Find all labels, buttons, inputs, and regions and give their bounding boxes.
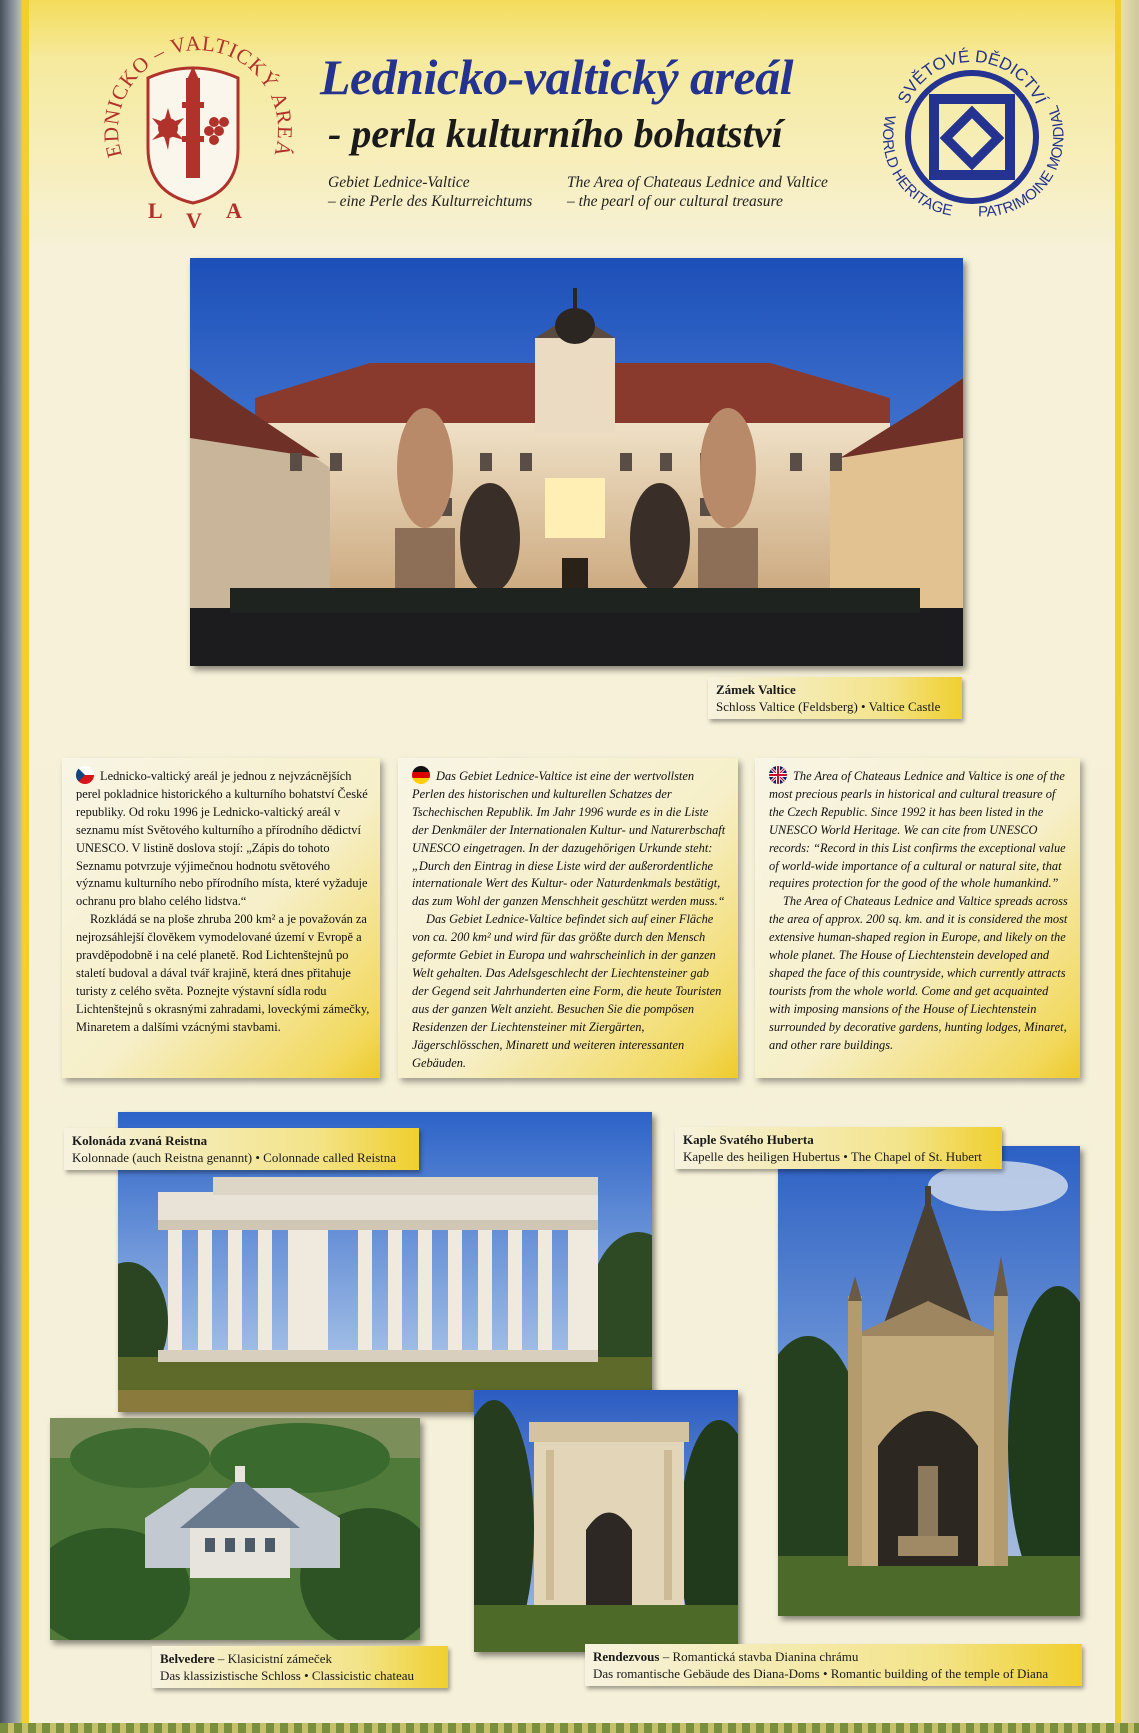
lva-arc-text: EDNICKO – VALTICKÝ AREÁ: [98, 30, 298, 161]
lva-letter-v: V: [186, 208, 202, 228]
belvedere-photo: [50, 1418, 420, 1640]
unesco-left-text: WORLD HERITAGE: [878, 113, 954, 220]
rendezvous-photo: [474, 1390, 738, 1652]
german-flag-icon: [412, 766, 430, 784]
lva-letter-a: A: [226, 198, 242, 223]
reistna-caption: [64, 1128, 419, 1170]
text-english-p1-content: The Area of Chateaus Lednice and Valtice is one of the most precious pearls in historical and cultural treasure of the Czech Republic. Since 1992 it has been listed in the UNESCO World Heritage. We can cite from UNESCO records: “Record in this List confirms the exceptional value of world-wide importance of a cultural or natural site, that requires protection for the good of the whole humankind.”: [769, 769, 1066, 891]
belvedere-caption-name: Belvedere: [160, 1651, 215, 1666]
valtice-caption: [708, 677, 962, 719]
belvedere-caption-title-rest: – Klasicistní zámeček: [214, 1651, 332, 1666]
subtitle-english-line1: The Area of Chateaus Lednice and Valtice: [567, 174, 828, 191]
unesco-top-text: SVĚTOVÉ DĚDICTVÍ: [893, 46, 1051, 107]
text-czech: [62, 758, 380, 1078]
right-post: [1121, 0, 1139, 1733]
subtitle-german-line1: Gebiet Lednice-Valtice: [328, 174, 470, 191]
subtitle-english-line2: – the pearl of our cultural treasure: [567, 193, 783, 210]
svg-text:PATRIMOINE MONDIAL: [978, 103, 1068, 220]
reistna-caption-title: Kolonáda zvaná Reistna: [72, 1133, 208, 1148]
lva-logo: [88, 18, 298, 228]
hubert-caption-title: Kaple Svatého Huberta: [683, 1132, 814, 1147]
rendezvous-caption-title-rest: – Romantická stavba Dianina chrámu: [659, 1649, 859, 1664]
reistna-caption-subtitle: Kolonnade (auch Reistna genannt) • Colonnade called Reistna: [72, 1150, 397, 1165]
subtitle-german-line2: – eine Perle des Kulturreichtums: [328, 193, 533, 210]
unesco-world-heritage-logo: [872, 32, 1072, 232]
belvedere-caption: [152, 1646, 448, 1688]
text-german: [398, 758, 738, 1078]
page-title: Lednicko-valtický areál: [320, 49, 794, 105]
text-german-p1-content: Das Gebiet Lednice-Valtice ist eine der wertvollsten Perlen des historischen und kulturellen Schatzes der Tschechischen Republik. Im Jahr 1996 wurde es in die Liste der Denkmäler der Internationalen Kultur- und Naturerbschaft UNESCO eingetragen. In der dazugehörigen Urkunde steht: „Durch den Eintrag in diese Liste wird der außerordentliche internationale Wert des Kultur- oder Naturdenkmals bestätigt, das zum Wohl der ganzen Menschheit geschützt werden muss.“: [412, 769, 726, 909]
text-czech-p1: [76, 766, 370, 911]
rendezvous-caption: [585, 1644, 1082, 1686]
text-czech-p1-content: Lednicko-valtický areál je jednou z nejvzácnějších perel pokladnice historického a kulturního bohatství České republiky. Od roku 1996 je Lednicko-valtický areál v seznamu míst Světového kulturního a přírodního dědictví UNESCO. V listině doslova stojí: „Zápis do tohoto Seznamu potvrzuje výjimečnou hodnotu světového významu kulturního nebo přírodního místa, které vyžaduje ochranu pro blaho celého lidstva.“: [76, 769, 368, 909]
czech-flag-icon: [76, 766, 94, 784]
valtice-castle-photo: [190, 258, 963, 666]
page-subtitle: - perla kulturního bohatství: [328, 111, 783, 156]
unesco-right-text: PATRIMOINE MONDIAL: [977, 102, 1068, 221]
lva-letter-l: L: [148, 198, 163, 223]
hubert-chapel-photo: [778, 1146, 1080, 1616]
text-german-p2: Das Gebiet Lednice-Valtice befindet sich auf einer Fläche von ca. 200 km² und wird für das größte durch den Mensch geformte Gebiet in Europa und wahrscheinlich in der ganzen Welt gehalten. Das Adelsgeschlecht der Liechtensteiner gab der Gegend seit Jahrhunderten eine Form, die heute Touristen aus der ganzen Welt anzieht. Besuchen Sie die pompösen Residenzen der Liechtensteiner mit Ziergärten, Jägerschlösschen, Minarett und weiteren interessanten Gebäuden.: [412, 912, 722, 1070]
rendezvous-caption-subtitle: Das romantische Gebäude des Diana-Doms • Romantic building of the temple of Diana: [593, 1666, 1049, 1681]
belvedere-caption-subtitle: Das klassizistische Schloss • Classicistic chateau: [160, 1668, 415, 1683]
text-english-p2: The Area of Chateaus Lednice and Valtice spreads across the area of approx. 200 sq. km. and it is considered the most extensive human-shaped region in Europe, and likely on the whole planet. The House of Liechtenstein developed and shaped the face of this countryside, which currently attracts tourists from the whole world. Come and get acquainted with imposing mansions of the House of Liechtenstein surrounded by decorative gardens, hunting lodges, Minaret, and other rare buildings.: [769, 894, 1068, 1052]
uk-flag-icon: [769, 766, 787, 784]
text-german-p1: [412, 766, 728, 911]
hubert-caption: [675, 1127, 1002, 1169]
text-english-p1: [769, 766, 1070, 893]
text-czech-p2: Rozkládá se na ploše zhruba 200 km² a je považován za nejrozsáhlejší člověkem vymodelované území v Evropě a pravděpodobně i na celé planetě. Rod Lichtenštejnů po staletí budoval a dával tvář krajině, která dnes přitahuje turisty z celého světa. Poznejte výstavní sídla rodu Lichtenštejnů s okrasnými zahradami, loveckými zámečky, Minaretem a dalšími vzácnými stavbami.: [76, 912, 370, 1034]
rendezvous-caption-name: Rendezvous: [593, 1649, 660, 1664]
text-english: [755, 758, 1080, 1078]
subtitle-english: [567, 173, 828, 211]
left-post: [0, 0, 22, 1733]
valtice-caption-subtitle: Schloss Valtice (Feldsberg) • Valtice Castle: [716, 699, 941, 714]
valtice-caption-title: Zámek Valtice: [716, 682, 796, 697]
subtitle-german: [328, 173, 532, 211]
rendezvous-caption-title: [593, 1648, 1074, 1665]
bottom-strip: [0, 1723, 1139, 1733]
belvedere-caption-title: [160, 1650, 440, 1667]
hubert-caption-subtitle: Kapelle des heiligen Hubertus • The Chapel of St. Hubert: [683, 1149, 982, 1164]
